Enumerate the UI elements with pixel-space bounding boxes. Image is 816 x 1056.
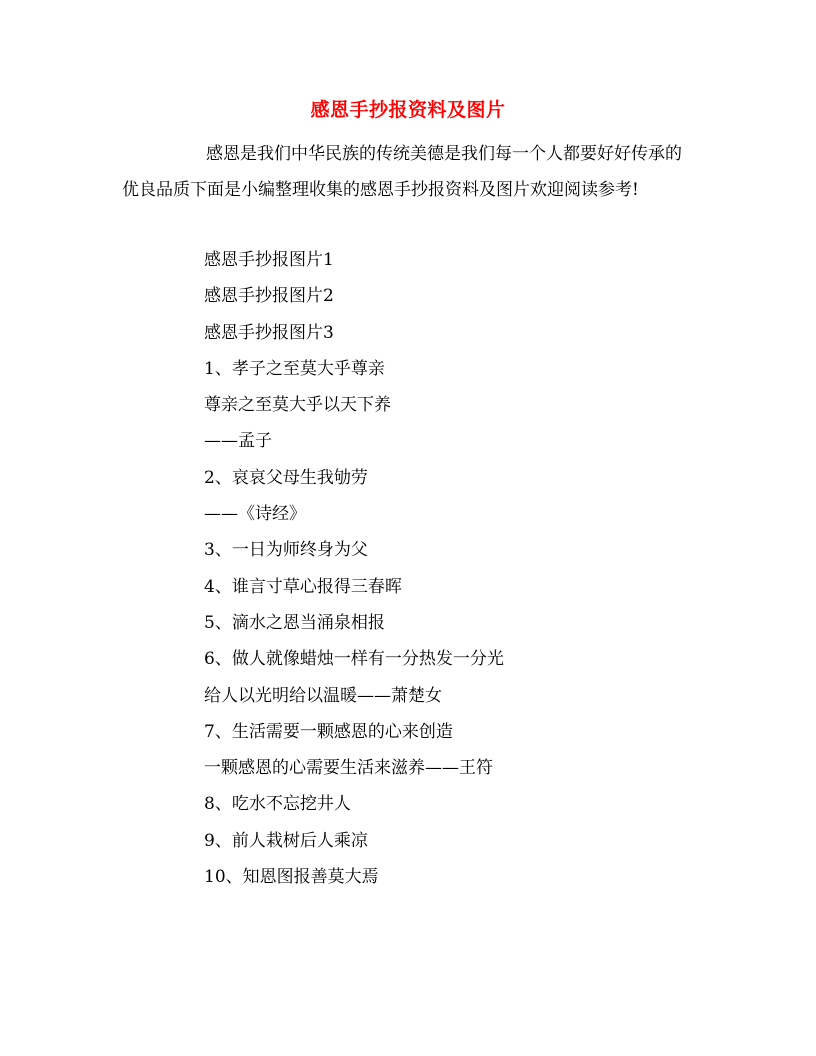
quote-6: 6、做人就像蜡烛一样有一分热发一分光 bbox=[204, 649, 504, 670]
quote-2: 2、哀哀父母生我劬劳 bbox=[204, 467, 368, 488]
quote-10: 10、知恩图报善莫大焉 bbox=[204, 867, 379, 888]
line-gratitude-picture-1: 感恩手抄报图片1 bbox=[204, 250, 334, 270]
quote-5: 5、滴水之恩当涌泉相报 bbox=[204, 612, 385, 633]
quote-8: 8、吃水不忘挖井人 bbox=[204, 794, 351, 815]
quote-7: 7、生活需要一颗感恩的心来创造 bbox=[204, 721, 453, 742]
page-title: 感恩手抄报资料及图片 bbox=[310, 99, 506, 121]
quote-1: 1、孝子之至莫大乎尊亲 bbox=[204, 358, 385, 379]
quote-6-continued: 给人以光明给以温暖——萧楚女 bbox=[204, 685, 442, 706]
quote-9: 9、前人栽树后人乘凉 bbox=[204, 830, 368, 851]
line-gratitude-picture-3: 感恩手抄报图片3 bbox=[204, 322, 334, 343]
quote-1-continued: 尊亲之至莫大乎以天下养 bbox=[204, 395, 391, 416]
quote-3: 3、一日为师终身为父 bbox=[204, 540, 368, 561]
line-gratitude-picture-2: 感恩手抄报图片2 bbox=[204, 286, 334, 307]
intro-paragraph: 感恩是我们中华民族的传统美德是我们每一个人都要好好传承的优良品质下面是小编整理收集的感恩手抄报资料及图片欢迎阅读参考! bbox=[122, 144, 682, 200]
quote-2-attribution: ——《诗经》 bbox=[204, 504, 306, 525]
quote-1-attribution: ——孟子 bbox=[204, 431, 272, 452]
quote-4: 4、谁言寸草心报得三春晖 bbox=[204, 576, 402, 597]
quote-7-continued: 一颗感恩的心需要生活来滋养——王符 bbox=[204, 758, 493, 779]
content-lines bbox=[204, 242, 704, 895]
